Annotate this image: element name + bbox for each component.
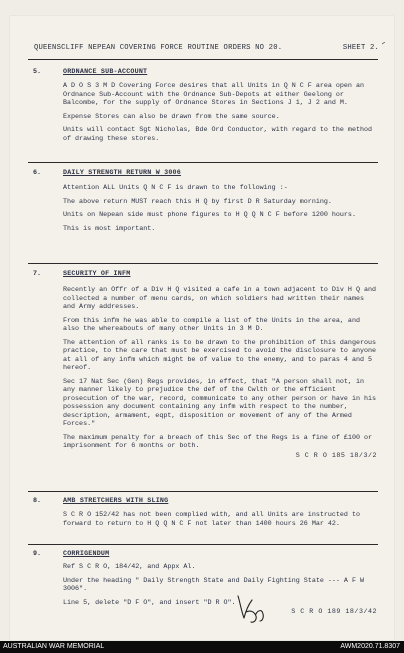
paragraph: This is most important. — [63, 224, 156, 233]
divider — [28, 59, 378, 60]
paragraph: From this infm he was able to compile a list of the Units in the area, and also the whereabouts of many other Units in 3 M D. — [63, 316, 360, 333]
paragraph: Ref S C R O, 184/42, and Appx Al. — [63, 563, 196, 571]
divider — [28, 491, 378, 492]
divider — [28, 162, 378, 163]
sheet-number: SHEET 2. — [342, 44, 379, 52]
paragraph: Line 5, delete "D F O", and insert "D R O". — [63, 598, 236, 607]
paragraph: Units will contact Sgt Nicholas, Bde Ord Conductor, with regard to the method of drawing these stores. — [63, 126, 373, 143]
paragraph: Sec 17 Nat Sec (Gen) Regs provides, in effect, that "A person shall not, in any manner likely to prejudice the def of the Cwlth or the efficient prosecution of the war, record, communicate to any other person or have in his possession any document containing any infm with respect to the number, description, armament, eqpt, disposition or movement of any of the Armed Forces." — [63, 377, 377, 428]
section-title: DAILY STRENGTH RETURN W 3006 — [63, 169, 181, 177]
section-number: 5. — [33, 68, 42, 76]
section-number: 8. — [33, 497, 42, 505]
handwritten-signature — [232, 592, 268, 626]
tick-mark-icon — [382, 42, 385, 45]
paragraph: The attention of all ranks is to be drawn to the prohibition of this dangerous practice, to the care that must be exercised to avoid the disclosure to anyone at all of any infm which might be of value to the enemy, and to paras 4 and 5 hereof. — [63, 338, 377, 372]
section-title: CORRIGENDUM — [63, 550, 110, 558]
paragraph: The above return MUST reach this H Q by first D R Saturday morning. — [63, 197, 332, 206]
divider — [28, 544, 378, 545]
section-number: 7. — [33, 270, 42, 278]
section-title: SECURITY OF INFM — [63, 270, 131, 278]
section-number: 9. — [33, 550, 42, 558]
paragraph: Units on Nepean side must phone figures to H Q Q N C F before 1200 hours. — [63, 211, 356, 219]
section-title: ORDNANCE SUB-ACCOUNT — [63, 68, 148, 76]
paragraph: Attention ALL Units Q N C F is drawn to the following :- — [63, 184, 288, 192]
paragraph: Recently an Offr of a Div H Q visited a cafe in a town adjacent to Div H Q and collected a number of menu cards, on which soldiers had written their names and Army addresses. — [63, 286, 377, 311]
divider — [28, 263, 378, 264]
archive-footer-bar — [0, 641, 404, 653]
paragraph: Expense Stores can also be drawn from the same source. — [63, 112, 280, 121]
document-header — [34, 44, 379, 52]
header-title: QUEENSCLIFF NEPEAN COVERING FORCE ROUTINE ORDERS NO 20. — [34, 44, 283, 52]
section-number: 6. — [33, 169, 42, 177]
paragraph: S C R O 152/42 has not been complied with, and all Units are instructed to forward to return to H Q Q N C F not later than 1400 hours 26 Mar 42. — [63, 511, 360, 528]
paragraph: Under the heading " Daily Strength State and Daily Fighting State --- A F W 3006". — [63, 576, 364, 593]
section-title: AMB STRETCHERS WITH SLING — [63, 497, 169, 505]
paragraph: A D O S 3 M D Covering Force desires that all Units in Q N C F area open an Ordnance Sub-Account with the Ordnance Sub-Depots at either Geelong or Balcombe, for the supply of Ordnance Stores in Sections J 1, J 2 and M. — [63, 82, 364, 107]
order-reference: S C R O 185 18/3/2 — [295, 451, 377, 460]
archive-name: AUSTRALIAN WAR MEMORIAL — [3, 643, 105, 650]
archive-accession-number: AWM2020.71.8307 — [340, 643, 400, 650]
paragraph: The maximum penalty for a breach of this Sec of the Regs is a fine of £100 or imprisonment for 6 months or both. — [63, 433, 373, 450]
order-reference: S C R O 189 18/3/42 — [291, 608, 377, 616]
